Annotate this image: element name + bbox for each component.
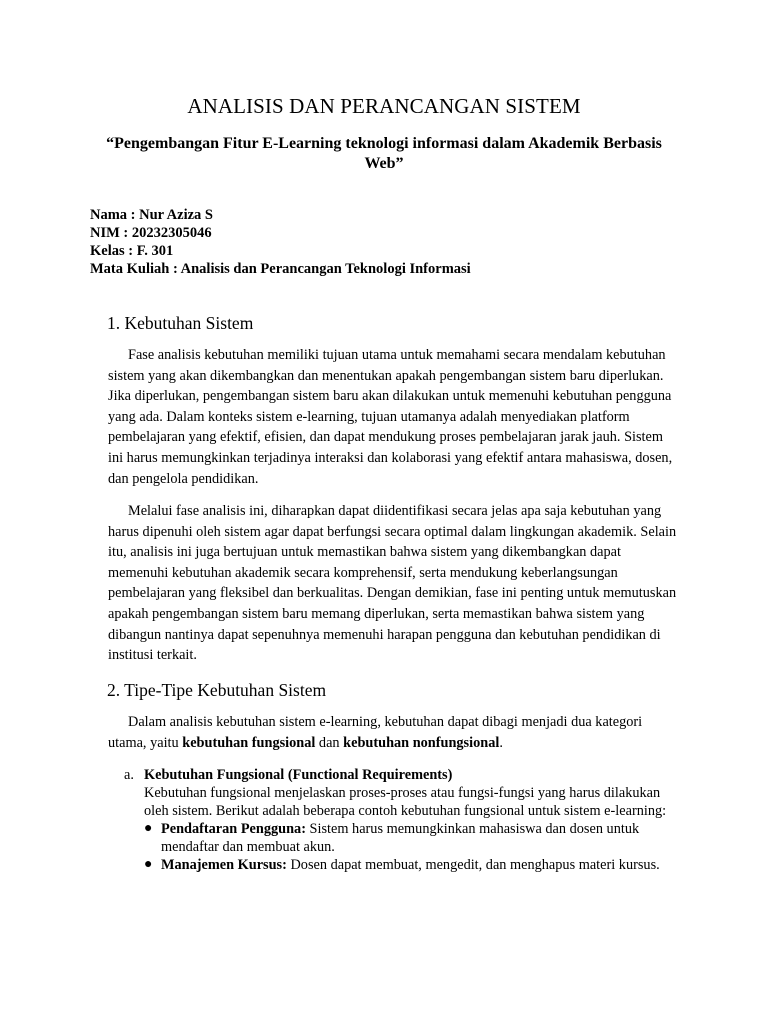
- bullet-text: Dosen dapat membuat, mengedit, dan menghapus materi kursus.: [286, 857, 660, 873]
- list-item-a-title: Kebutuhan Fungsional (Functional Requirements): [144, 767, 453, 783]
- bullet-label: Manajemen Kursus:: [161, 857, 287, 873]
- section-2-intro-bold-1: kebutuhan fungsional: [182, 734, 316, 751]
- section-2-intro: [108, 712, 678, 753]
- section-2-intro-end: .: [499, 734, 503, 751]
- section-1-paragraph-1: [108, 345, 678, 489]
- bullet-text: Sistem harus memungkinkan mahasiswa dan dosen untuk mendaftar dan membuat akun.: [161, 821, 640, 855]
- bullet-item: [144, 820, 684, 856]
- section-1-heading: 1. Kebutuhan Sistem: [107, 313, 254, 333]
- section-2-intro-bold-2: kebutuhan nonfungsional: [343, 734, 500, 751]
- identity-block: [90, 206, 710, 278]
- page-title: ANALISIS DAN PERANCANGAN SISTEM: [187, 94, 581, 118]
- bullet-dot-icon: ●: [144, 821, 153, 836]
- bullet-list: [144, 820, 684, 874]
- section-1-paragraph-2-text: Melalui fase analisis ini, diharapkan dapat diidentifikasi secara jelas apa saja kebutuhan yang harus dipenuhi oleh sistem agar dapat berfungsi secara optimal dalam lingkungan akademik. Selain itu, analisis ini juga bertujuan untuk memastikan bahwa sistem yang dikembangkan dapat memenuhi kebutuhan akademik secara komprehensif, serta mendukung keberlangsungan pembelajaran yang fleksibel dan berkualitas. Dengan demikian, fase ini penting untuk memutuskan apakah pengembangan sistem baru memang diperlukan, serta memastikan bahwa sistem yang dibangun nantinya dapat sepenuhnya memenuhi harapan pengguna dan kebutuhan pendidikan di institusi terkait.: [108, 503, 677, 664]
- identity-nama: Nama : Nur Aziza S: [90, 207, 213, 223]
- section-1-paragraph-1-text: Fase analisis kebutuhan memiliki tujuan utama untuk memahami secara mendalam kebutuhan sistem yang akan dikembangkan dan menentukan apakah pengembangan sistem baru diperlukan. Jika diperlukan, pengembangan sistem baru akan dilakukan untuk memenuhi kebutuhan pengguna yang ada. Dalam konteks sistem e-learning, tujuan utamanya adalah menyediakan platform pembelajaran yang efektif, efisien, dan dapat mendukung proses pembelajaran jarak jauh. Sistem ini harus memungkinkan terjadinya interaksi dan kolaborasi yang efektif antara mahasiswa, dosen, dan pengelola pendidikan.: [108, 347, 673, 487]
- bullet-item: [144, 856, 684, 874]
- page-subtitle: “Pengembangan Fitur E-Learning teknologi informasi dalam Akademik Berbasis Web”: [106, 135, 662, 172]
- list-marker-a: a.: [124, 767, 134, 783]
- section-2-intro-mid: dan: [315, 734, 344, 751]
- section-1-paragraph-2: [108, 501, 678, 666]
- list-item-a: [124, 766, 684, 874]
- bullet-label: Pendaftaran Pengguna:: [161, 821, 306, 837]
- identity-nim: NIM : 20232305046: [90, 225, 212, 241]
- section-2-heading: 2. Tipe-Tipe Kebutuhan Sistem: [107, 680, 327, 700]
- identity-kelas: Kelas : F. 301: [90, 243, 174, 259]
- list-item-a-description: Kebutuhan fungsional menjelaskan proses-proses atau fungsi-fungsi yang harus dilakukan oleh sistem. Berikut adalah beberapa contoh kebutuhan fungsional untuk sistem e-learning:: [144, 785, 667, 819]
- identity-mata-kuliah: Mata Kuliah : Analisis dan Perancangan Teknologi Informasi: [90, 261, 471, 277]
- bullet-dot-icon: ●: [144, 857, 153, 872]
- section-2-intro-text: Dalam analisis kebutuhan sistem e-learning, kebutuhan dapat dibagi menjadi dua kategori utama, yaitu: [108, 714, 643, 751]
